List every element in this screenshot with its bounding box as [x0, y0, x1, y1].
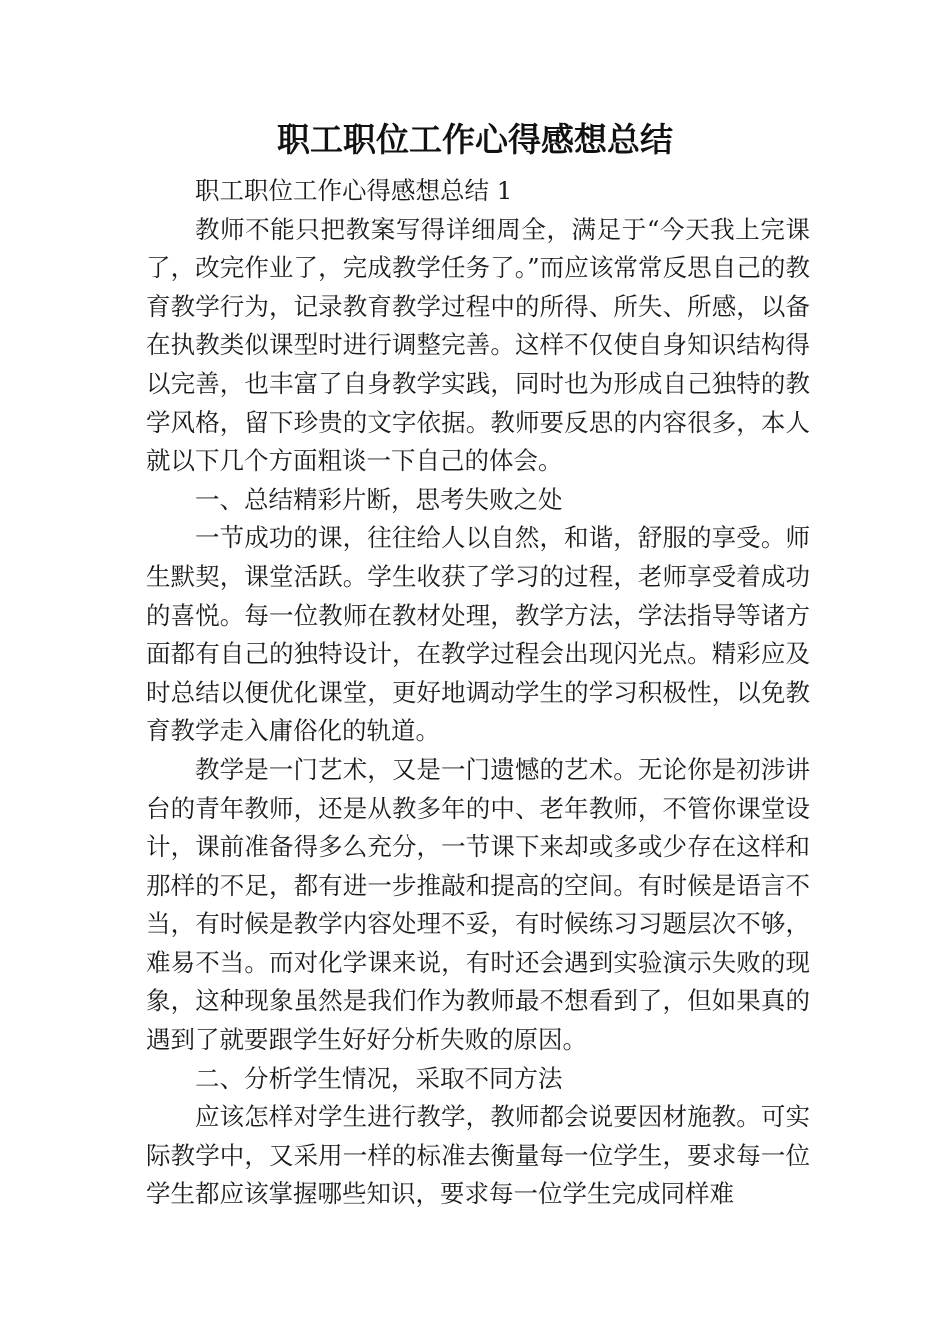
document-body	[146, 172, 810, 1214]
document-title: 职工职位工作心得感想总结	[277, 120, 673, 159]
section-heading-analysis: 二、分析学生情况，采取不同方法	[195, 1063, 563, 1093]
paragraph-teaching: 应该怎样对学生进行教学，教师都会说要因材施教。可实际教学中，又采用一样的标准去衡量每一位学生，要求每一位学生都应该掌握哪些知识，要求每一位学生完成同样难	[146, 1102, 810, 1209]
paragraph-intro: 教师不能只把教案写得详细周全，满足于“今天我上完课了，改完作业了，完成教学任务了。”而应该常常反思自己的教育教学行为，记录教育教学过程中的所得、所失、所感，以备在执教类似课型时进行调整完善。这样不仅使自身知识结构得以完善，也丰富了自身教学实践，同时也为形成自己独特的教学风格，留下珍贵的文字依据。教师要反思的内容很多，本人就以下几个方面粗谈一下自己的体会。	[146, 214, 810, 476]
section-heading-summary: 一、总结精彩片断，思考失败之处	[195, 484, 563, 514]
paragraph-success: 一节成功的课，往往给人以自然，和谐，舒服的享受。师生默契，课堂活跃。学生收获了学习的过程，老师享受着成功的喜悦。每一位教师在教材处理，教学方法，学法指导等诸方面都有自己的独特设计，在教学过程会出现闪光点。精彩应及时总结以便优化课堂，更好地调动学生的学习积极性，以免教育教学走入庸俗化的轨道。	[146, 523, 810, 746]
section-heading-1: 职工职位工作心得感想总结 1	[195, 176, 513, 205]
paragraph-art: 教学是一门艺术，又是一门遗憾的艺术。无论你是初涉讲台的青年教师，还是从教多年的中、老年教师，不管你课堂设计，课前准备得多么充分，一节课下来却或多或少存在这样和那样的不足，都有进一步推敲和提高的空间。有时候是语言不当，有时候是教学内容处理不妥，有时候练习习题层次不够，难易不当。而对化学课来说，有时还会遇到实验演示失败的现象，这种现象虽然是我们作为教师最不想看到了，但如果真的遇到了就要跟学生好好分析失败的原因。	[146, 754, 810, 1055]
